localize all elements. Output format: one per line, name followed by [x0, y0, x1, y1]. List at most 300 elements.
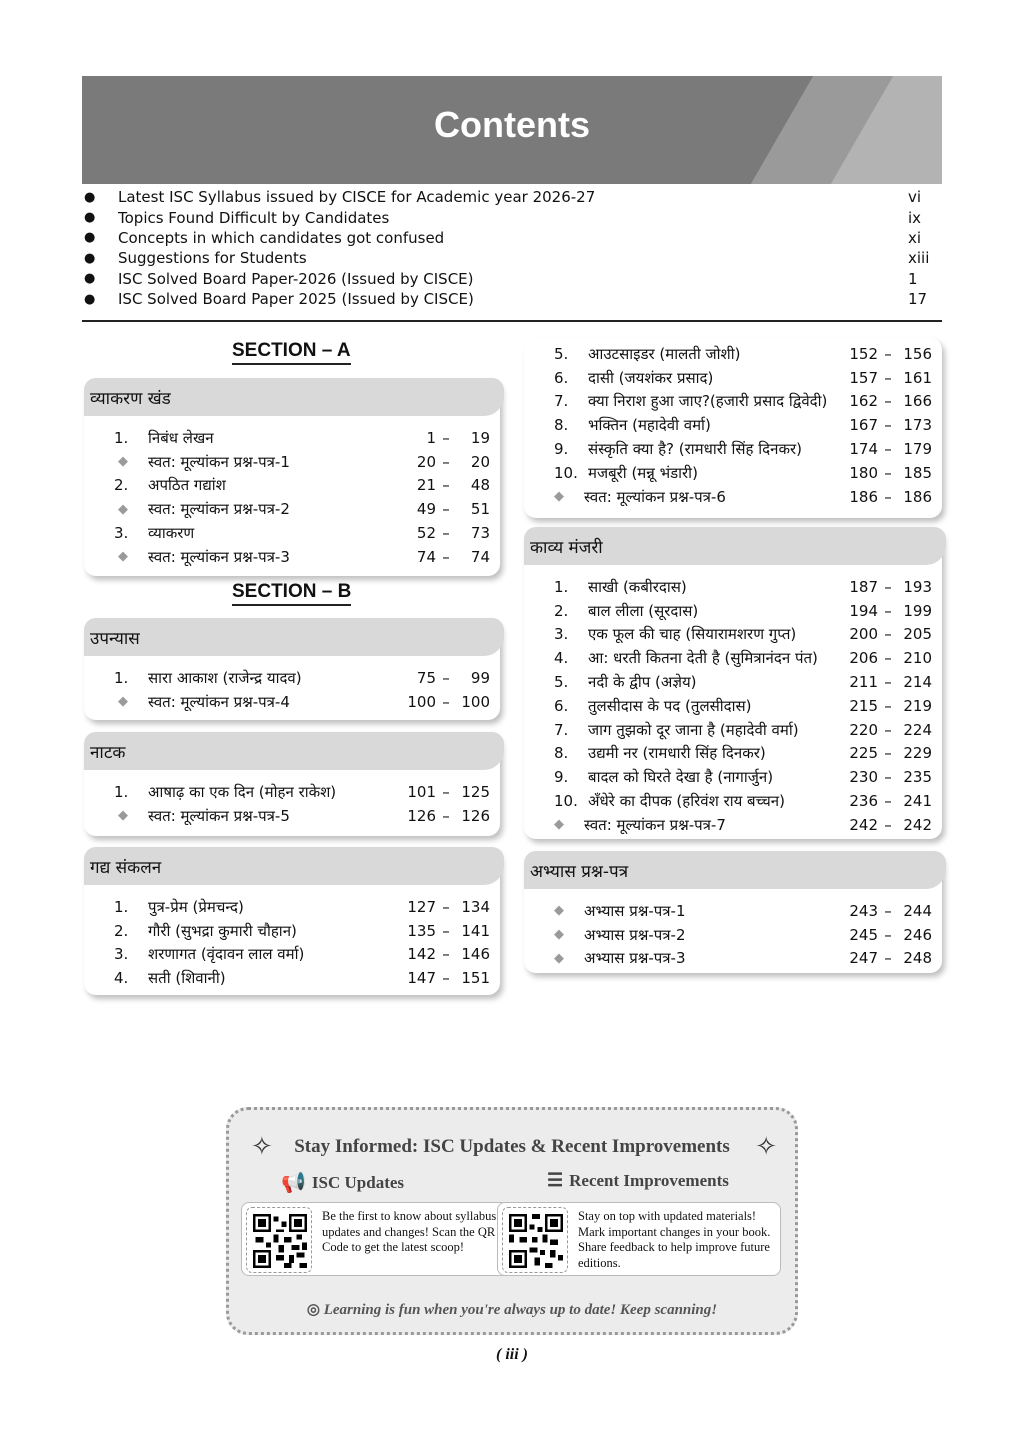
entry-number: 7.: [554, 720, 569, 739]
toc-entry: [524, 813, 942, 837]
books-icon: ☰: [547, 1170, 564, 1190]
recent-improvements-heading: [547, 1170, 729, 1191]
page-from: 101: [407, 782, 436, 801]
page-to: 235: [903, 768, 932, 787]
range-dash: –: [442, 547, 450, 566]
page-to: 51: [470, 500, 490, 519]
page-to: 173: [903, 416, 932, 435]
entry-title: जाग तुझको दूर जाना है (महादेवी वर्मा): [588, 720, 799, 739]
page-from: 243: [849, 901, 878, 920]
page-range: [844, 949, 942, 967]
page-to: 146: [461, 945, 490, 964]
page-from: 142: [407, 945, 436, 964]
entry-number: 10.: [554, 463, 578, 482]
entry-number: 6.: [554, 696, 569, 715]
page-from: 162: [849, 392, 878, 411]
entry-title: निबंध लेखन: [148, 428, 214, 447]
page-range: [402, 898, 500, 916]
page-range: [844, 602, 942, 620]
range-dash: –: [884, 416, 892, 435]
page-range: [844, 697, 942, 715]
range-dash: –: [442, 806, 450, 825]
page-range: [844, 768, 942, 786]
range-dash: –: [884, 949, 892, 968]
toc-box-gadya-continued: [524, 338, 942, 518]
diamond-bullet-icon: ◆: [118, 694, 128, 710]
toc-box-gadya: [84, 847, 500, 995]
item-title: Concepts in which candidates got confused: [118, 228, 445, 247]
entry-number: 3.: [114, 524, 129, 543]
qr-code[interactable]: [246, 1207, 312, 1273]
updates-promo: [226, 1107, 798, 1335]
page-to: 193: [903, 577, 932, 596]
page-range: [402, 500, 500, 518]
toc-entry: [524, 899, 942, 923]
toc-entry: [524, 575, 942, 599]
page-range: [844, 926, 942, 944]
toc-entry: [84, 450, 500, 474]
bullet-icon: ●: [84, 271, 96, 287]
range-dash: –: [442, 476, 450, 495]
entry-title: स्वत: मूल्यांकन प्रश्न-पत्र-2: [148, 500, 290, 519]
entry-title: अभ्यास प्रश्न-पत्र-2: [584, 925, 686, 944]
page-to: 186: [903, 487, 932, 506]
toc-box-natak: [84, 732, 500, 836]
range-dash: –: [884, 768, 892, 787]
page-to: 224: [903, 720, 932, 739]
page-from: 52: [416, 524, 436, 543]
toc-entry: [84, 690, 500, 714]
page-range: [402, 548, 500, 566]
page-to: 156: [903, 344, 932, 363]
promo-tagline: [229, 1300, 795, 1319]
page-to: 210: [903, 649, 932, 668]
page-from: 247: [849, 949, 878, 968]
entry-list: [84, 416, 500, 569]
entry-list: [524, 565, 942, 837]
page-to: 125: [461, 782, 490, 801]
entry-number: 1.: [114, 782, 129, 801]
toc-entry: [524, 485, 942, 509]
toc-entry: [524, 718, 942, 742]
diamond-bullet-icon: ◆: [118, 808, 128, 824]
page-to: 179: [903, 440, 932, 459]
bullet-icon: ●: [84, 250, 96, 266]
entry-title: आ: धरती कितना देती है (सुमित्रानंदन पंत): [588, 649, 818, 668]
box-heading: व्याकरण खंड: [84, 378, 504, 416]
page-to: 205: [903, 625, 932, 644]
entry-number: 3.: [554, 625, 569, 644]
range-dash: –: [442, 945, 450, 964]
page-range: [402, 807, 500, 825]
page-range: [844, 345, 942, 363]
entry-list: [84, 770, 500, 828]
toc-box-abhyas: [524, 851, 942, 973]
diamond-bullet-icon: ◆: [554, 817, 564, 833]
range-dash: –: [884, 625, 892, 644]
page-to: 151: [461, 969, 490, 988]
entry-number: 1.: [114, 897, 129, 916]
front-matter-item: [82, 248, 942, 268]
page-range: [402, 945, 500, 963]
item-title: Suggestions for Students: [118, 249, 307, 268]
toc-entry: [524, 765, 942, 789]
range-dash: –: [442, 969, 450, 988]
page-to: 246: [903, 925, 932, 944]
page-to: 19: [470, 428, 490, 447]
page-to: 185: [903, 463, 932, 482]
page-from: 225: [849, 744, 878, 763]
page-range: [844, 744, 942, 762]
entry-title: स्वत: मूल्यांकन प्रश्न-पत्र-6: [584, 487, 726, 506]
page-from: 200: [849, 625, 878, 644]
range-dash: –: [884, 487, 892, 506]
entry-title: एक फूल की चाह (सियारामशरण गुप्त): [588, 625, 797, 644]
diamond-bullet-icon: ◆: [554, 950, 564, 966]
entry-title: पुत्र-प्रेम (प्रेमचन्द): [148, 897, 244, 916]
bullet-icon: ●: [84, 189, 96, 205]
page-range: [402, 783, 500, 801]
range-dash: –: [442, 782, 450, 801]
range-dash: –: [884, 720, 892, 739]
page-from: 157: [849, 368, 878, 387]
entry-number: 6.: [554, 368, 569, 387]
page-from: 211: [849, 673, 878, 692]
page-from: 152: [849, 344, 878, 363]
page-from: 100: [407, 692, 436, 711]
page-from: 230: [849, 768, 878, 787]
item-title: Latest ISC Syllabus issued by CISCE for Academic year 2026-27: [118, 188, 596, 207]
page-range: [402, 524, 500, 542]
toc-entry: [524, 646, 942, 670]
page-from: 174: [849, 440, 878, 459]
entry-title: मजबूरी (मन्नू भंडारी): [588, 463, 698, 482]
entry-title: अपठित गद्यांश: [148, 476, 226, 495]
front-matter-item: [82, 207, 942, 227]
page-to: 141: [461, 921, 490, 940]
range-dash: –: [884, 368, 892, 387]
range-dash: –: [884, 463, 892, 482]
page-from: 126: [407, 806, 436, 825]
entry-title: गौरी (सुभद्रा कुमारी चौहान): [148, 921, 297, 940]
entry-number: 8.: [554, 416, 569, 435]
page-range: [844, 902, 942, 920]
page-range: [844, 440, 942, 458]
range-dash: –: [442, 897, 450, 916]
toc-entry: [84, 804, 500, 828]
toc-entry: [524, 923, 942, 947]
page-to: 134: [461, 897, 490, 916]
range-dash: –: [442, 668, 450, 687]
megaphone-icon: 📢: [281, 1172, 306, 1194]
entry-title: स्वत: मूल्यांकन प्रश्न-पत्र-3: [148, 547, 290, 566]
entry-title: स्वत: मूल्यांकन प्रश्न-पत्र-7: [584, 815, 726, 834]
toc-entry: [84, 497, 500, 521]
range-dash: –: [884, 601, 892, 620]
toc-entry: [524, 947, 942, 971]
range-dash: –: [884, 815, 892, 834]
range-dash: –: [884, 696, 892, 715]
page-range: [402, 693, 500, 711]
item-title: ISC Solved Board Paper-2026 (Issued by CISCE): [118, 269, 474, 288]
toc-box-upanyas: [84, 618, 500, 720]
entry-title: उद्यमी नर (रामधारी सिंह दिनकर): [588, 744, 766, 763]
box-heading: गद्य संकलन: [84, 847, 504, 885]
item-page: 1: [908, 269, 918, 288]
bullet-icon: ●: [84, 230, 96, 246]
toc-entry: [84, 521, 500, 545]
toc-entry: [524, 789, 942, 813]
toc-entry: [84, 666, 500, 690]
page-range: [844, 464, 942, 482]
range-dash: –: [442, 524, 450, 543]
item-title: Topics Found Difficult by Candidates: [118, 208, 390, 227]
toc-entry: [524, 694, 942, 718]
diamond-bullet-icon: ◆: [118, 501, 128, 517]
isc-updates-heading: [281, 1170, 404, 1195]
section-b-heading: SECTION – B: [232, 581, 351, 606]
entry-list: [84, 885, 500, 990]
range-dash: –: [884, 344, 892, 363]
entry-title: आउटसाइडर (मालती जोशी): [588, 344, 741, 363]
box-heading: काव्य मंजरी: [524, 527, 946, 565]
front-matter-list: [82, 187, 942, 309]
range-dash: –: [442, 921, 450, 940]
page-range: [402, 453, 500, 471]
promo-title: Stay Informed: ISC Updates & Recent Improvements: [294, 1136, 730, 1157]
page-from: 180: [849, 463, 878, 482]
page-range: [844, 721, 942, 739]
entry-number: 2.: [114, 921, 129, 940]
range-dash: –: [442, 500, 450, 519]
page-from: 1: [426, 428, 436, 447]
range-dash: –: [884, 744, 892, 763]
toc-entry: [524, 437, 942, 461]
entry-title: स्वत: मूल्यांकन प्रश्न-पत्र-1: [148, 452, 290, 471]
qr-code[interactable]: [502, 1207, 568, 1273]
entry-number: 5.: [554, 673, 569, 692]
page-to: 229: [903, 744, 932, 763]
page-from: 74: [416, 547, 436, 566]
page-to: 126: [461, 806, 490, 825]
entry-number: 3.: [114, 945, 129, 964]
toc-entry: [524, 366, 942, 390]
range-dash: –: [442, 692, 450, 711]
entry-title: सती (शिवानी): [148, 969, 226, 988]
front-matter-item: [82, 187, 942, 207]
entry-title: अभ्यास प्रश्न-पत्र-3: [584, 949, 686, 968]
page-to: 242: [903, 815, 932, 834]
toc-box-kavya: [524, 527, 942, 839]
entry-title: आषाढ़ का एक दिन (मोहन राकेश): [148, 782, 337, 801]
entry-number: 1.: [114, 668, 129, 687]
toc-entry: [524, 413, 942, 437]
page-range: [402, 429, 500, 447]
range-dash: –: [884, 901, 892, 920]
page-to: 166: [903, 392, 932, 411]
divider: [82, 320, 942, 322]
page-from: 20: [416, 452, 436, 471]
box-heading: नाटक: [84, 732, 504, 770]
section-a-heading: SECTION – A: [232, 340, 351, 365]
toc-entry: [84, 426, 500, 450]
page-range: [844, 578, 942, 596]
entry-number: 2.: [114, 476, 129, 495]
page-to: 199: [903, 601, 932, 620]
sparkle-icon: ✧: [251, 1132, 273, 1162]
page-from: 236: [849, 792, 878, 811]
page-to: 161: [903, 368, 932, 387]
item-page: xi: [908, 228, 922, 247]
page-from: 245: [849, 925, 878, 944]
entry-title: स्वत: मूल्यांकन प्रश्न-पत्र-5: [148, 806, 290, 825]
toc-entry: [84, 966, 500, 990]
entry-title: बादल को घिरते देखा है (नागार्जुन): [588, 768, 774, 787]
toc-entry: [84, 919, 500, 943]
page-to: 219: [903, 696, 932, 715]
item-title: ISC Solved Board Paper 2025 (Issued by CISCE): [118, 290, 474, 309]
bullet-icon: ●: [84, 210, 96, 226]
page-from: 194: [849, 601, 878, 620]
toc-entry: [84, 943, 500, 967]
toc-entry: [524, 461, 942, 485]
toc-box-vyakaran: [84, 378, 500, 576]
range-dash: –: [884, 673, 892, 692]
entry-number: 9.: [554, 440, 569, 459]
entry-title: बाल लीला (सूरदास): [588, 601, 699, 620]
entry-number: 4.: [114, 969, 129, 988]
page-range: [844, 369, 942, 387]
item-page: 17: [908, 290, 928, 309]
isc-updates-card: [241, 1202, 525, 1276]
page-from: 21: [416, 476, 436, 495]
entry-number: 4.: [554, 649, 569, 668]
page-to: 244: [903, 901, 932, 920]
entry-title: सारा आकाश (राजेन्द्र यादव): [148, 668, 302, 687]
entry-title: अभ्यास प्रश्न-पत्र-1: [584, 901, 686, 920]
bullet-icon: ●: [84, 291, 96, 307]
range-dash: –: [884, 649, 892, 668]
isc-updates-label: ISC Updates: [311, 1172, 405, 1192]
box-heading: उपन्यास: [84, 618, 504, 656]
entry-number: 1.: [554, 577, 569, 596]
page-from: 167: [849, 416, 878, 435]
toc-entry: [84, 895, 500, 919]
toc-entry: [524, 390, 942, 414]
page-range: [844, 792, 942, 810]
toc-entry: [524, 599, 942, 623]
toc-entry: [524, 623, 942, 647]
contents-banner: [82, 76, 942, 184]
toc-entry: [524, 342, 942, 366]
page-range: [844, 392, 942, 410]
entry-title: व्याकरण: [148, 524, 195, 543]
range-dash: –: [884, 440, 892, 459]
entry-number: 7.: [554, 392, 569, 411]
entry-title: स्वत: मूल्यांकन प्रश्न-पत्र-4: [148, 692, 290, 711]
page-range: [844, 673, 942, 691]
entry-title: अँधेरे का दीपक (हरिवंश राय बच्चन): [588, 792, 785, 811]
entry-list: [524, 889, 942, 970]
entry-number: 5.: [554, 344, 569, 363]
entry-number: 1.: [114, 428, 129, 447]
page-to: 241: [903, 792, 932, 811]
page-to: 248: [903, 949, 932, 968]
tagline-text: Learning is fun when you're always up to date! Keep scanning!: [323, 1302, 718, 1318]
front-matter-item: [82, 269, 942, 289]
recent-improvements-card: [497, 1202, 781, 1276]
box-heading: अभ्यास प्रश्न-पत्र: [524, 851, 946, 889]
entry-title: भक्तिन (महादेवी वर्मा): [588, 416, 711, 435]
page-to: 48: [470, 476, 490, 495]
page-to: 74: [470, 547, 490, 566]
entry-title: तुलसीदास के पद (तुलसीदास): [588, 696, 752, 715]
page-range: [844, 649, 942, 667]
page-to: 20: [470, 452, 490, 471]
entry-title: संस्कृति क्या है? (रामधारी सिंह दिनकर): [588, 440, 802, 459]
page-range: [402, 969, 500, 987]
target-icon: ◎: [306, 1302, 320, 1318]
diamond-bullet-icon: ◆: [118, 549, 128, 565]
entry-number: 10.: [554, 792, 578, 811]
page-from: 242: [849, 815, 878, 834]
toc-entry: [84, 780, 500, 804]
page-range: [844, 625, 942, 643]
entry-title: क्या निराश हुआ जाए?(हजारी प्रसाद द्विवेदी): [588, 392, 828, 411]
page-range: [844, 816, 942, 834]
page-from: 127: [407, 897, 436, 916]
page-from: 215: [849, 696, 878, 715]
page-range: [402, 476, 500, 494]
item-page: xiii: [908, 249, 930, 268]
entry-number: 2.: [554, 601, 569, 620]
page-from: 49: [416, 500, 436, 519]
recent-improvements-text: Stay on top with updated materials! Mark important changes in your book. Share feedback to help improve future editions.: [578, 1209, 771, 1270]
range-dash: –: [884, 577, 892, 596]
entry-title: नदी के द्वीप (अज्ञेय): [588, 673, 697, 692]
item-page: ix: [908, 208, 922, 227]
entry-title: साखी (कबीरदास): [588, 577, 687, 596]
front-matter-item: [82, 289, 942, 309]
page-range: [844, 488, 942, 506]
page-number: ( iii ): [496, 1346, 528, 1363]
isc-updates-text: Be the first to know about syllabus updates and changes! Scan the QR Code to get the latest scoop!: [322, 1209, 497, 1254]
page-from: 187: [849, 577, 878, 596]
entry-list: [84, 656, 500, 714]
page-from: 206: [849, 649, 878, 668]
page-title: Contents: [434, 104, 590, 145]
range-dash: –: [442, 428, 450, 447]
diamond-bullet-icon: ◆: [118, 454, 128, 470]
range-dash: –: [884, 792, 892, 811]
range-dash: –: [884, 925, 892, 944]
diamond-bullet-icon: ◆: [554, 903, 564, 919]
page-to: 100: [461, 692, 490, 711]
toc-entry: [84, 474, 500, 498]
page-to: 73: [470, 524, 490, 543]
page-from: 147: [407, 969, 436, 988]
entry-title: शरणागत (वृंदावन लाल वर्मा): [148, 945, 305, 964]
toc-entry: [524, 742, 942, 766]
diamond-bullet-icon: ◆: [554, 489, 564, 505]
page-to: 99: [470, 668, 490, 687]
sparkle-icon: ✧: [755, 1132, 777, 1162]
diamond-bullet-icon: ◆: [554, 927, 564, 943]
range-dash: –: [442, 452, 450, 471]
range-dash: –: [884, 392, 892, 411]
page-to: 214: [903, 673, 932, 692]
recent-improvements-label: Recent Improvements: [569, 1170, 729, 1190]
